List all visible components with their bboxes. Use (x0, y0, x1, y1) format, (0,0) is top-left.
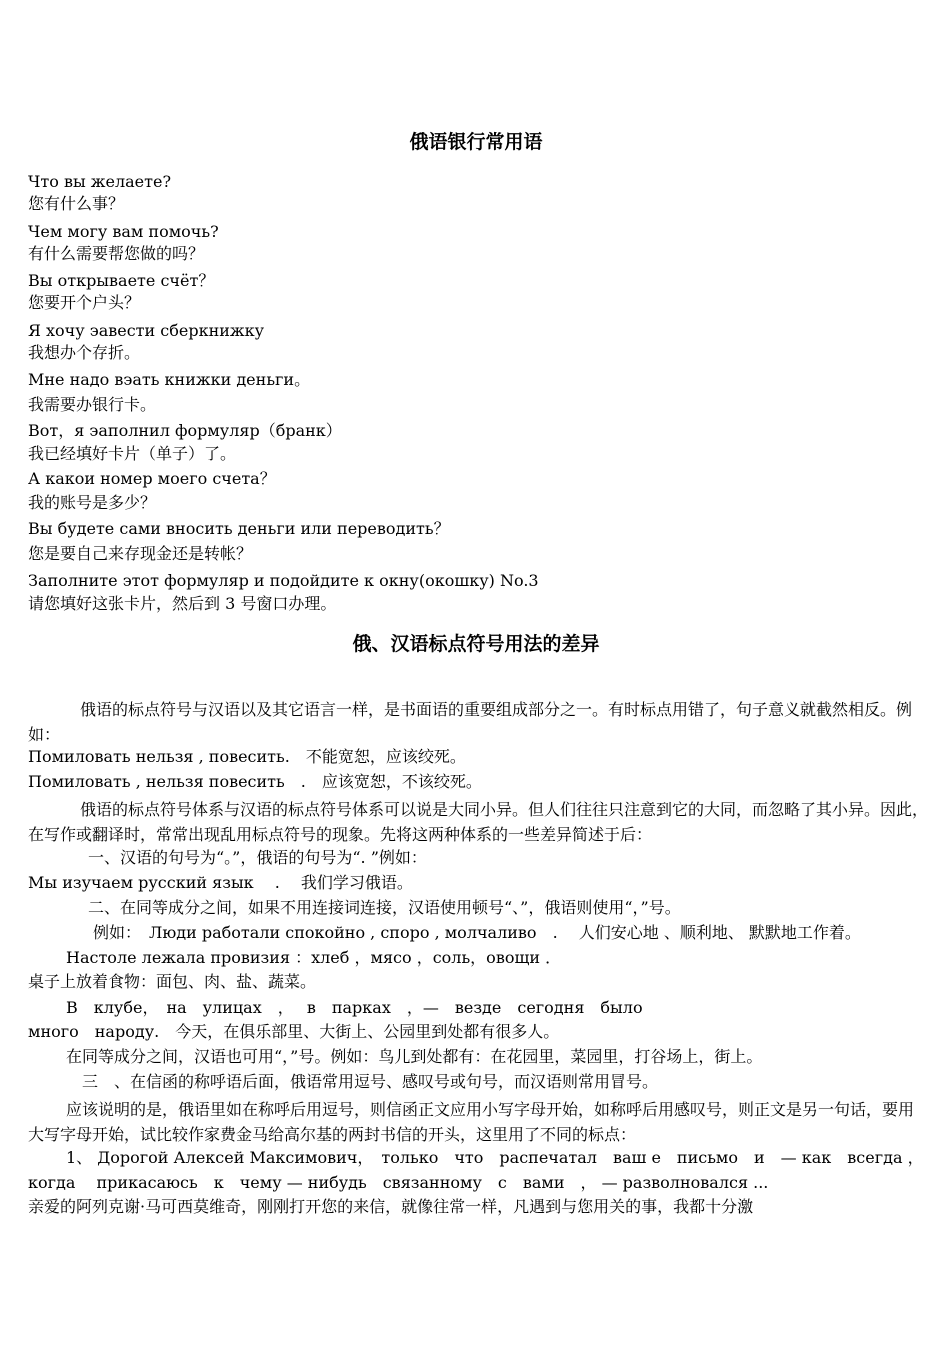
rule-two: 二、在同等成分之间，如果不用连接词连接，汉语使用顿号“、”，俄语则使用“，”号。 (88, 898, 681, 917)
phrase-ru: Мне надо вэать книжки деньги。 (28, 370, 311, 389)
phrase-zh: 我的账号是多少？ (28, 493, 157, 512)
example-ru-2: Помиловать , нельзя повесить . 应该宽恕，不该绞死。 (28, 772, 482, 791)
phrase-zh: 有什么需要帮您做的吗？ (28, 244, 205, 263)
rule-two-example-3-ru: В клубе， на улицах ， в парках ，— везде сегодня было (66, 998, 643, 1017)
phrase-zh: 我已经填好卡片（单子）了。 (28, 444, 237, 463)
section-title-banking: 俄语银行常用语 (409, 131, 543, 153)
rule-two-example-2-zh: 桌子上放着食物：面包、肉、盐、蔬菜。 (28, 972, 317, 991)
rule-two-example-2-ru: Настоле лежала провизия ：хлеб ，мясо ，соль，овощи ． (66, 948, 562, 967)
phrase-ru: А какои номер моего счета？ (28, 469, 276, 488)
phrase-zh: 您有什么事？ (28, 194, 125, 213)
intro-paragraph: 俄语的标点符号与汉语以及其它语言一样，是书面语的重要组成部分之一。有时标点用错了，句子意义就截然相反。例如： (28, 700, 913, 744)
rule-two-note: 在同等成分之间，汉语也可用“，”号。例如：鸟儿到处都有：在花园里，菜园里，打谷场上，街上。 (66, 1047, 763, 1066)
section-title-punctuation: 俄、汉语标点符号用法的差异 (352, 633, 600, 655)
phrase-ru: Вы будете сами вносить деньги или переводить？ (28, 519, 450, 538)
rule-two-example-3-zh: много народу. 今天，在俱乐部里、大街上、公园里到处都有很多人。 (28, 1022, 560, 1041)
phrase-ru: Чем могу вам помочь? (28, 222, 219, 241)
rule-two-example-1: 例如： Люди работали спокойно , споро , молчаливо . 人们安心地 、顺利地、 默默地工作着。 (93, 923, 861, 942)
phrase-ru: Заполните этот формуляр и подойдите к окну(окошку) No.3 (28, 571, 539, 590)
phrase-ru: Вот，я эаполнил формуляр（бранк） (28, 421, 342, 440)
phrase-zh: 您是要自己来存现金还是转帐？ (28, 544, 253, 563)
letter-example-ru-2: когда прикасаюсь к чему — нибудь связанному с вами ， — разволновался ... (28, 1173, 769, 1192)
comparison-paragraph: 俄语的标点符号体系与汉语的标点符号体系可以说是大同小异。但人们往往只注意到它的大同，而忽略了其小异。因此，在写作或翻译时，常常出现乱用标点符号的现象。先将这两种体系的一些差异简述于后： (28, 800, 929, 844)
phrase-ru: Что вы желаете? (28, 172, 172, 191)
letter-explanation-paragraph: 应该说明的是，俄语里如在称呼后用逗号，则信函正文应用小写字母开始，如称呼后用感叹号，则正文是另一句话，要用大写字母开始，试比较作家费金马给高尔基的两封书信的开头，这里用了不同的标点： (28, 1100, 915, 1144)
rule-three: 三 、在信函的称呼语后面，俄语常用逗号、感叹号或句号，而汉语则常用冒号。 (82, 1072, 659, 1091)
phrase-zh: 您要开个户头？ (28, 293, 141, 312)
rule-one: 一、汉语的句号为“。”，俄语的句号为“. ”例如： (88, 848, 427, 867)
phrase-zh: 我需要办银行卡。 (28, 395, 157, 414)
phrase-zh: 请您填好这张卡片，然后到 3 号窗口办理。 (28, 594, 337, 613)
example-ru-1: Помиловать нельзя , повесить. 不能宽恕，应该绞死。 (28, 747, 466, 766)
letter-example-ru-1: 1、 Дорогой Алексей Максимович， только что распечатал ваш е письмо и — как всегда ， (66, 1148, 924, 1167)
rule-one-example: Мы изучаем русский язык . 我们学习俄语。 (28, 873, 413, 892)
phrase-ru: Вы открываете счёт？ (28, 271, 215, 290)
letter-example-zh: 亲爱的阿列克谢·马可西莫维奇，刚刚打开您的来信，就像往常一样，凡遇到与您用关的事，我都十分激 (28, 1197, 754, 1216)
phrase-ru: Я хочу эавести сберкнижку (28, 321, 265, 340)
phrase-zh: 我想办个存折。 (28, 343, 141, 362)
